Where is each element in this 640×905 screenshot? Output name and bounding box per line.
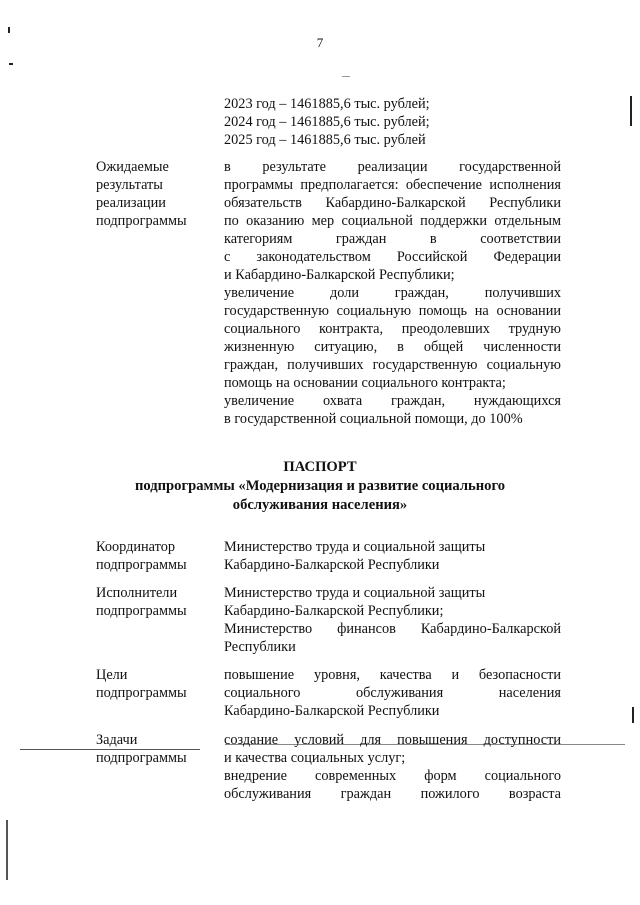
tasks-text-line: и качества социальных услуг; [224, 750, 406, 766]
label-line: Задачи [96, 732, 138, 748]
coordinator-text-line: Министерство труда и социальной защиты [224, 539, 486, 555]
goals-text-line: социального обслуживания населения [224, 685, 561, 701]
text-line: в результате реализации государственной [224, 159, 561, 175]
text-line: граждан, получивших государственную социальную [224, 357, 561, 373]
text-line: и Кабардино-Балкарской Республики; [224, 267, 455, 283]
scan-mark-2 [9, 63, 13, 65]
scan-mark-3 [630, 96, 632, 126]
goals-text-line: повышение уровня, качества и безопасности [224, 667, 561, 683]
label-line: результаты [96, 177, 163, 193]
label-line: подпрограммы [96, 685, 187, 701]
text-line: увеличение охвата граждан, нуждающихся [224, 393, 561, 409]
passport-subtitle-line2: обслуживания населения» [232, 497, 408, 513]
label-line: Цели [96, 667, 128, 683]
label-line: подпрограммы [96, 750, 187, 766]
header-dash [342, 76, 350, 77]
tasks-text-line: создание условий для повышения доступности [224, 732, 561, 748]
text-line: в государственной социальной помощи, до 100% [224, 411, 523, 427]
label-line: подпрограммы [96, 213, 187, 229]
label-line: Исполнители [96, 585, 178, 601]
text-line: помощь на основании социального контракта; [224, 375, 506, 391]
label-line: реализации [96, 195, 166, 211]
text-line: категориям граждан в соответствии [224, 231, 561, 247]
executors-text-line: Республики [224, 639, 296, 655]
passport-subtitle-line1: подпрограммы «Модернизация и развитие социального [134, 478, 506, 494]
expected-results-label [96, 158, 187, 230]
text-line: обязательств Кабардино-Балкарской Республики [224, 195, 561, 211]
label-line: Ожидаемые [96, 159, 169, 175]
tasks-label [96, 731, 187, 767]
text-line: по оказанию мер социальной поддержки отдельным [224, 213, 561, 229]
text-line: государственную социальную помощь на основании [224, 303, 561, 319]
coordinator-label [96, 538, 187, 574]
text-line: программы предполагается: обеспечение исполнения [224, 177, 561, 193]
text-line: увеличение доли граждан, получивших [224, 285, 561, 301]
funding-line-2024: 2024 год – 1461885,6 тыс. рублей; [224, 114, 430, 130]
executors-text-line: Кабардино-Балкарской Республики; [224, 603, 444, 619]
executors-text-line: Министерство финансов Кабардино-Балкарской [224, 621, 561, 637]
text-line: жизненную ситуацию, в общей численности [224, 339, 561, 355]
coordinator-text-line: Кабардино-Балкарской Республики [224, 557, 440, 573]
funding-line-2023: 2023 год – 1461885,6 тыс. рублей; [224, 96, 430, 112]
goals-label [96, 666, 187, 702]
scan-mark-5 [6, 820, 8, 880]
scan-mark-4 [632, 707, 634, 723]
label-line: подпрограммы [96, 603, 187, 619]
label-line: Координатор [96, 539, 175, 555]
funding-line-2025: 2025 год – 1461885,6 тыс. рублей [224, 132, 426, 148]
passport-heading: ПАСПОРТ [283, 459, 357, 475]
executors-label [96, 584, 187, 620]
scan-mark-1 [8, 27, 10, 33]
tasks-text-line: обслуживания граждан пожилого возраста [224, 786, 561, 802]
executors-text-line: Министерство труда и социальной защиты [224, 585, 486, 601]
tasks-text-line: внедрение современных форм социального [224, 768, 561, 784]
text-line: с законодательством Российской Федерации [224, 249, 561, 265]
goals-text-line: Кабардино-Балкарской Республики [224, 703, 440, 719]
page-number: 7 [316, 35, 324, 50]
text-line: социального контракта, преодолевших трудную [224, 321, 561, 337]
label-line: подпрограммы [96, 557, 187, 573]
